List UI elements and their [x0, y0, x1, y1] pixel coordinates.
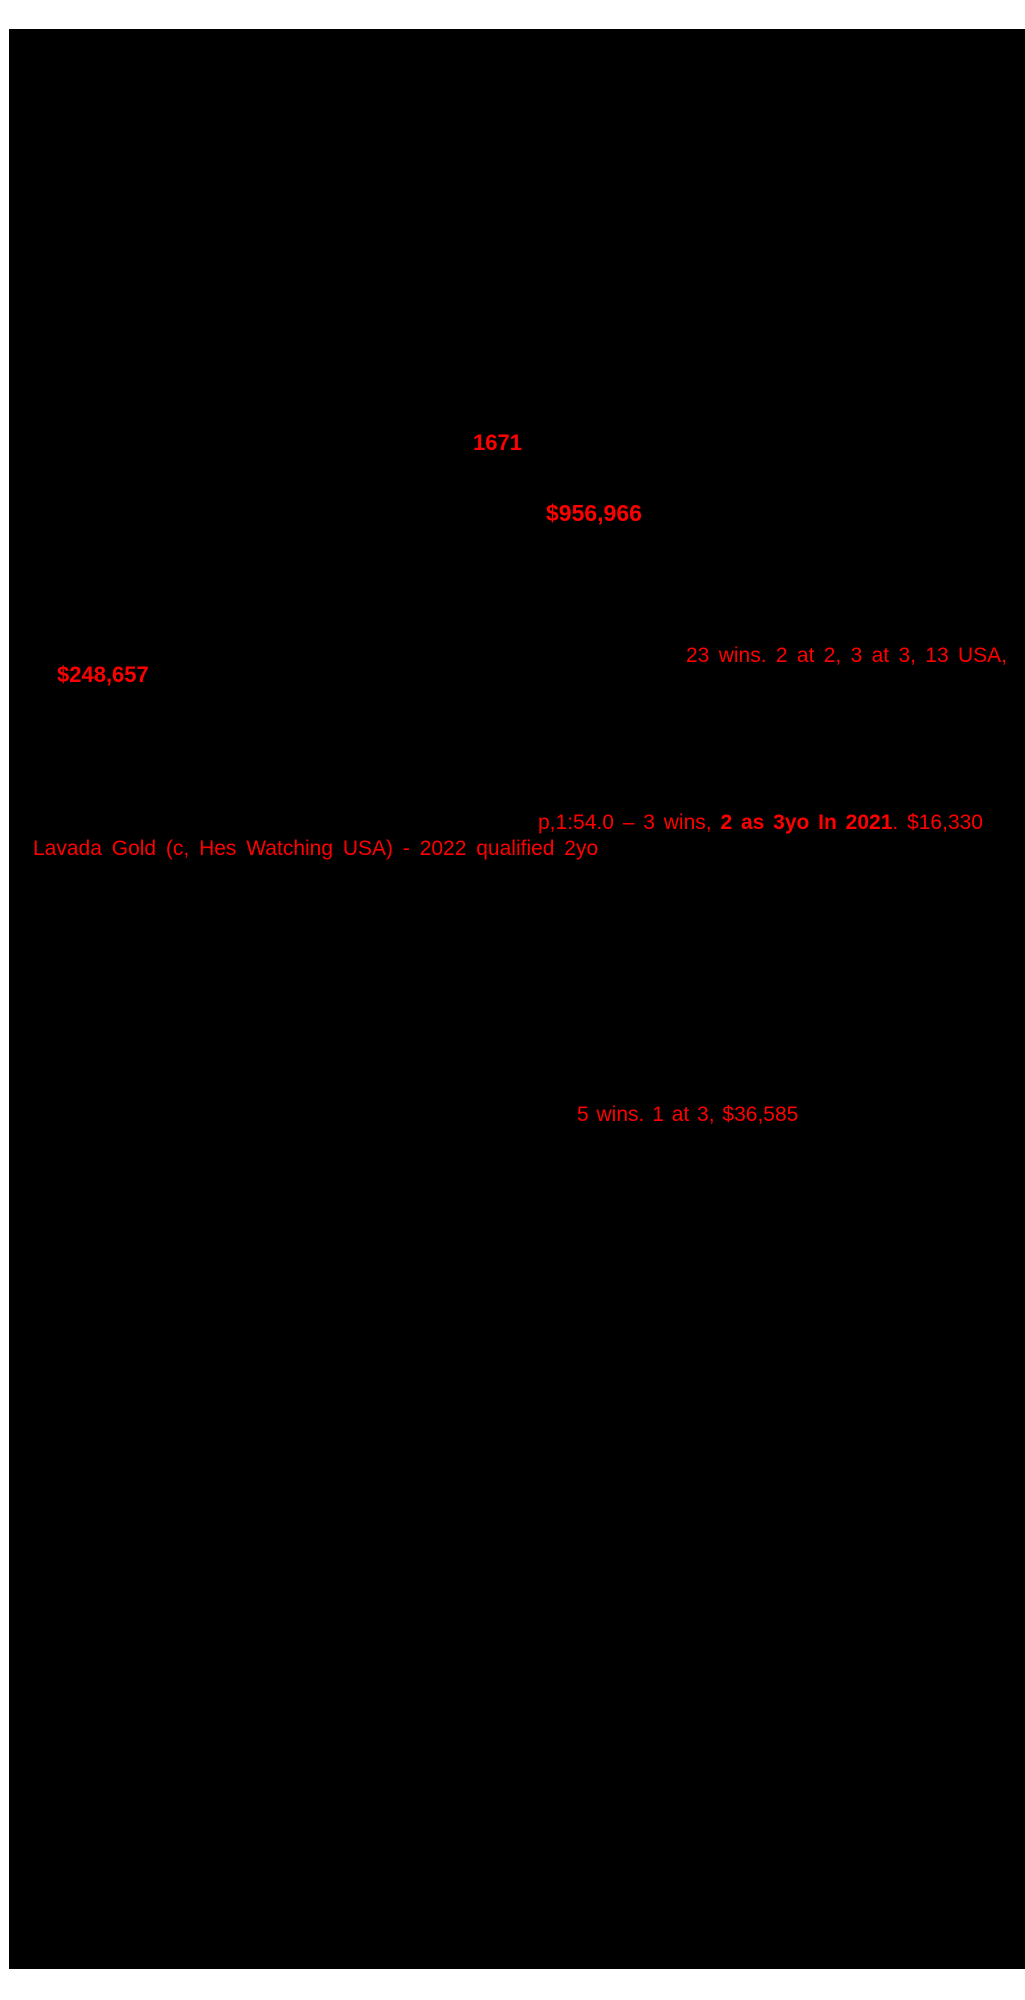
lot-number: 1671: [473, 430, 522, 455]
race-record-segment: p,1:54.0 – 3 wins,: [538, 811, 721, 834]
race-record: [538, 812, 983, 833]
progeny-note: Lavada Gold (c, Hes Watching USA) - 2022 qualified 2yo: [33, 837, 599, 860]
earnings-figure-2: $248,657: [57, 662, 149, 687]
race-record-segment: 2 as 3yo In 2021: [720, 811, 893, 834]
earnings-figure-1: $956,966: [546, 500, 642, 526]
race-record-segment: . $16,330: [892, 811, 983, 834]
wins-summary-1: 23 wins. 2 at 2, 3 at 3, 13 USA,: [686, 644, 1007, 667]
wins-summary-2: 5 wins. 1 at 3, $36,585: [577, 1103, 799, 1126]
